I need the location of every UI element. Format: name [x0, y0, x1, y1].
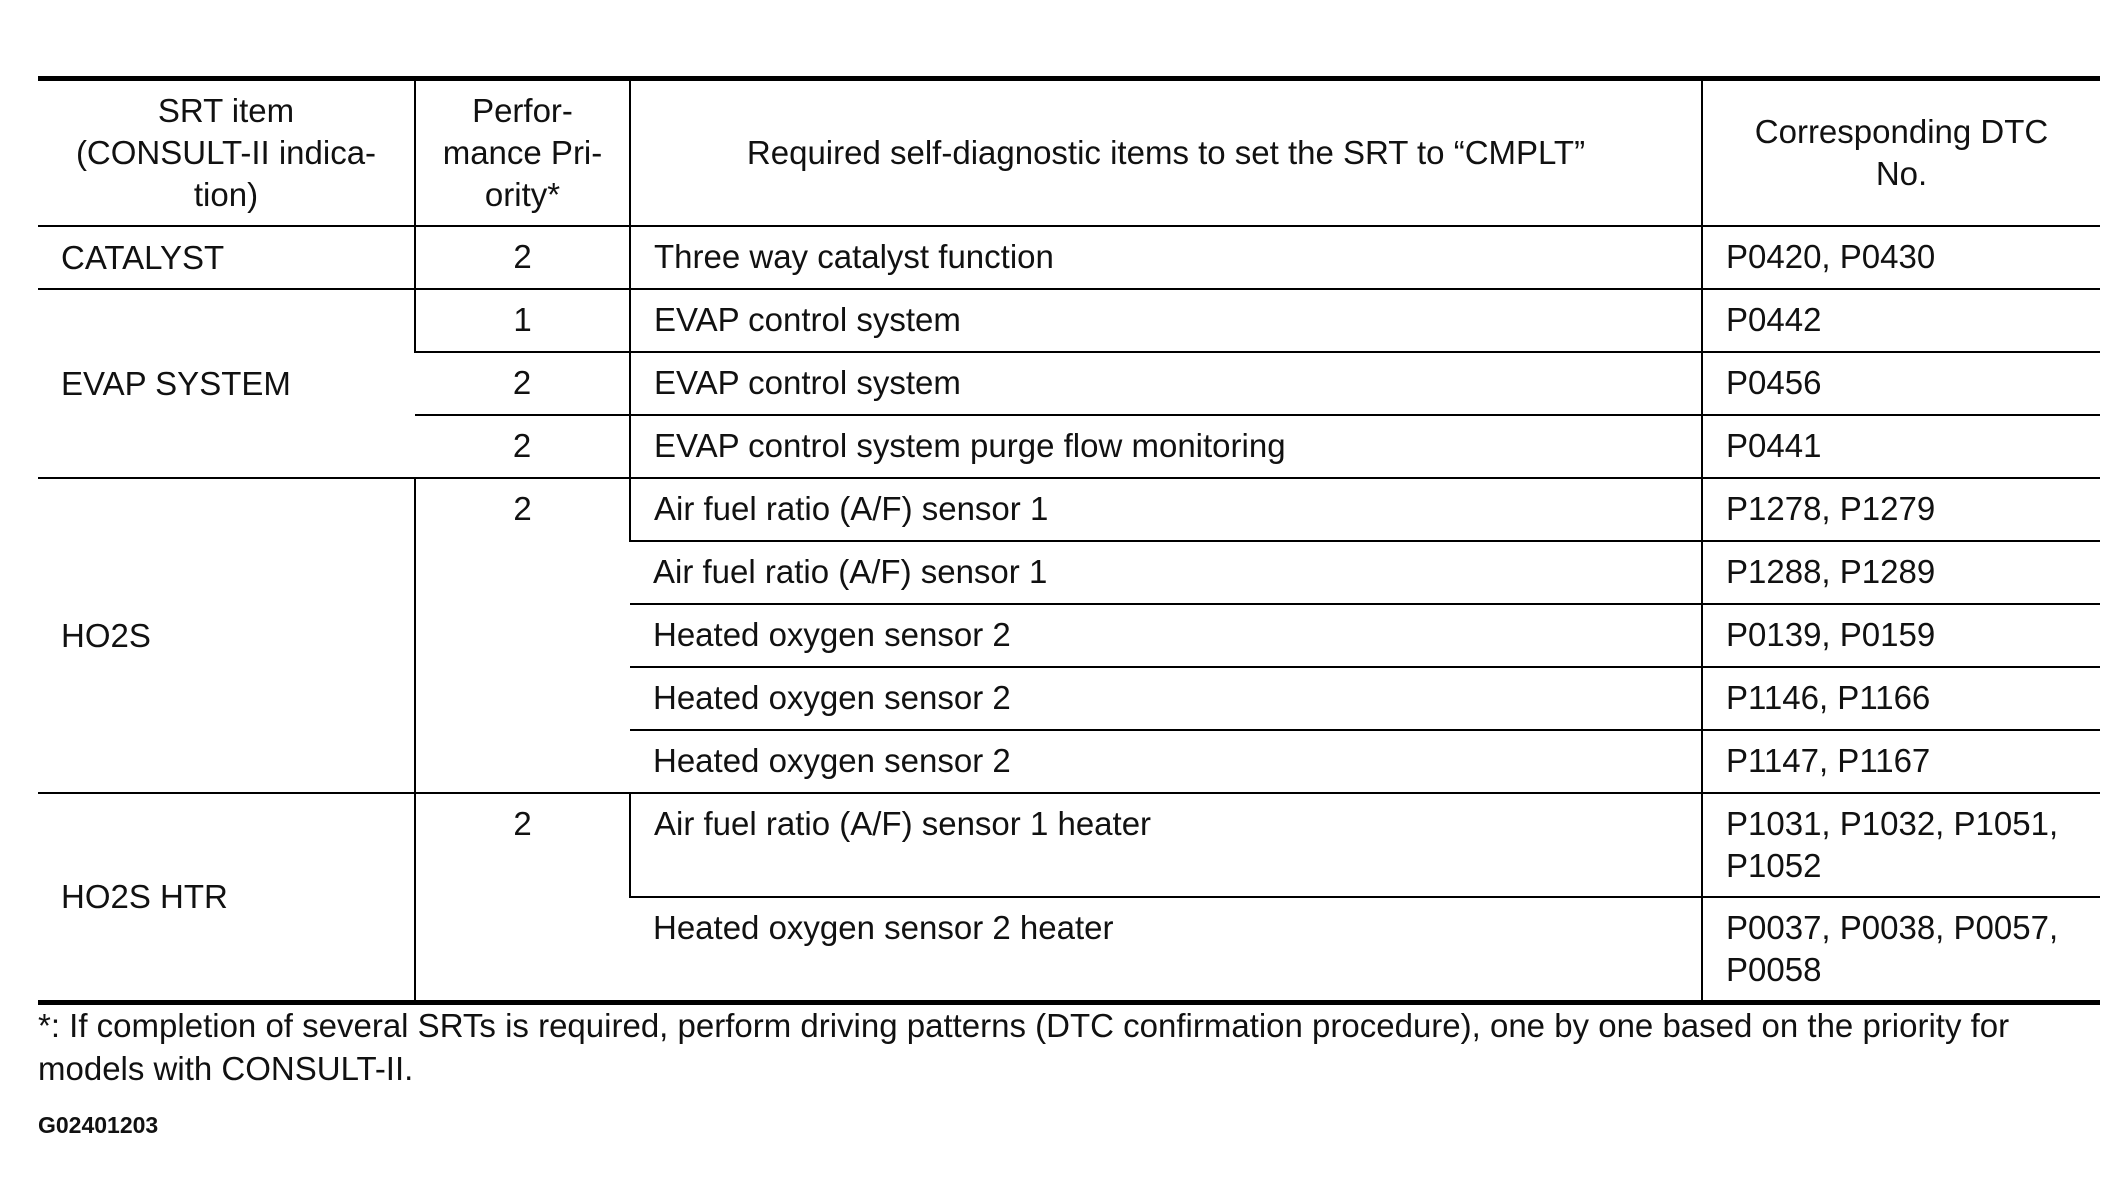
required-item-cell: Air fuel ratio (A/F) sensor 1 heater: [630, 793, 1702, 897]
footnote: [38, 1004, 2108, 1090]
required-item-cell: Heated oxygen sensor 2: [630, 667, 1702, 730]
header-srt-item: SRT item (CONSULT-II indica- tion): [38, 79, 415, 227]
srt-item-cell: CATALYST: [38, 226, 415, 289]
required-item-cell: EVAP control system: [630, 352, 1702, 415]
header-row: [38, 79, 2100, 227]
dtc-cell: P1288, P1289: [1702, 541, 2100, 604]
required-item-cell: Air fuel ratio (A/F) sensor 1: [630, 478, 1702, 541]
srt-item-cell: EVAP SYSTEM: [38, 289, 415, 478]
header-corresponding-dtc: Corresponding DTC No.: [1702, 79, 2100, 227]
required-item-cell: Heated oxygen sensor 2: [630, 604, 1702, 667]
table-row: [38, 478, 2100, 541]
required-item-cell: EVAP control system purge flow monitoring: [630, 415, 1702, 478]
srt-table: [38, 76, 2100, 1005]
dtc-cell: P0442: [1702, 289, 2100, 352]
srt-item-cell: HO2S HTR: [38, 793, 415, 1003]
dtc-cell: P0420, P0430: [1702, 226, 2100, 289]
footnote-line-2: models with CONSULT-II.: [38, 1050, 414, 1087]
figure-id: G02401203: [38, 1112, 159, 1138]
priority-cell: 2: [415, 352, 630, 415]
required-item-cell: Heated oxygen sensor 2: [630, 730, 1702, 793]
footnote-line-1: *: If completion of several SRTs is required, perform driving patterns (DTC confirmation procedure), one by one based on the priority for: [38, 1007, 2010, 1044]
header-priority: Perfor- mance Pri- ority*: [415, 79, 630, 227]
dtc-cell: P0441: [1702, 415, 2100, 478]
required-item-cell: Air fuel ratio (A/F) sensor 1: [630, 541, 1702, 604]
required-item-cell: Heated oxygen sensor 2 heater: [630, 897, 1702, 1003]
header-required-items: Required self-diagnostic items to set the SRT to “CMPLT”: [630, 79, 1702, 227]
dtc-cell: P0037, P0038, P0057, P0058: [1702, 897, 2100, 1003]
table-row: [38, 793, 2100, 897]
dtc-cell: P1278, P1279: [1702, 478, 2100, 541]
table-row: [38, 289, 2100, 352]
required-item-cell: Three way catalyst function: [630, 226, 1702, 289]
srt-item-cell: HO2S: [38, 478, 415, 793]
priority-cell: 2: [415, 793, 630, 1003]
priority-cell: 2: [415, 226, 630, 289]
dtc-cell: P0456: [1702, 352, 2100, 415]
dtc-cell: P1146, P1166: [1702, 667, 2100, 730]
priority-cell: 2: [415, 415, 630, 478]
dtc-cell: P0139, P0159: [1702, 604, 2100, 667]
priority-cell: 1: [415, 289, 630, 352]
dtc-cell: P1031, P1032, P1051, P1052: [1702, 793, 2100, 897]
dtc-cell: P1147, P1167: [1702, 730, 2100, 793]
required-item-cell: EVAP control system: [630, 289, 1702, 352]
priority-cell: 2: [415, 478, 630, 793]
table-row: [38, 226, 2100, 289]
